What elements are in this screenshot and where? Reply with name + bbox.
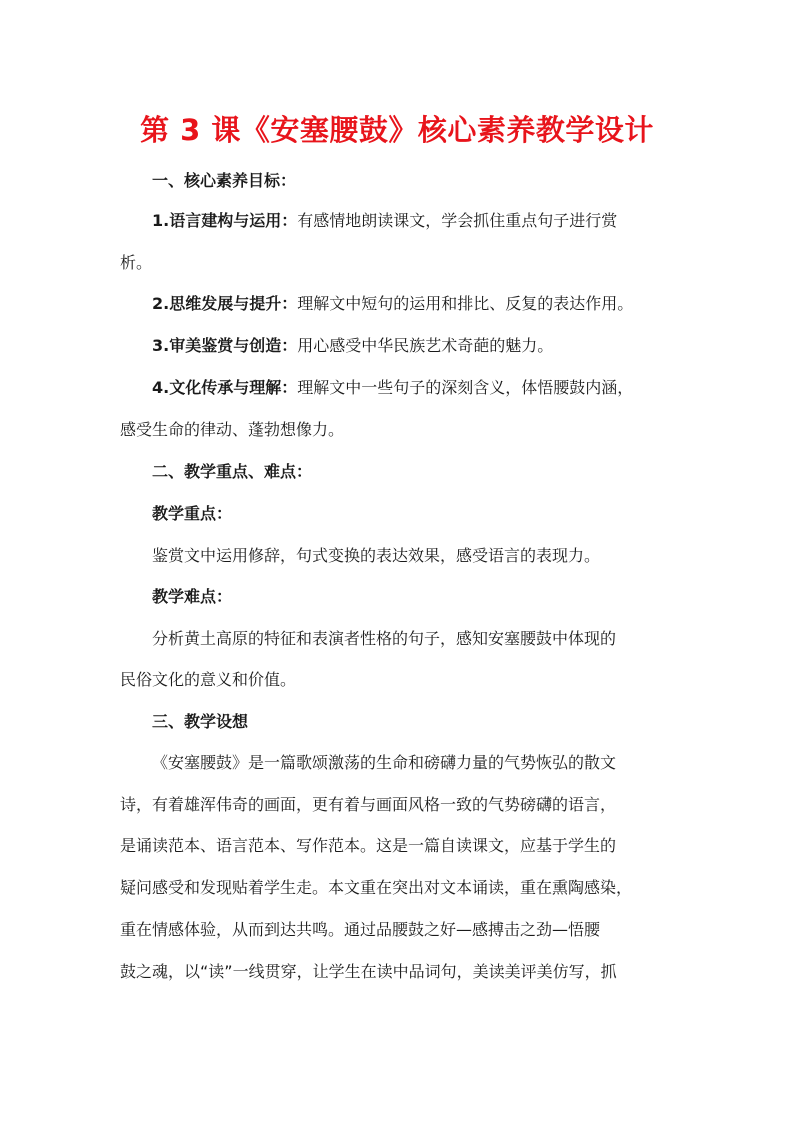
document-title: 第 3 课《安塞腰鼓》核心素养教学设计 bbox=[140, 113, 654, 147]
goal2-text: 理解文中短句的运用和排比、反复的表达作用。 bbox=[297, 294, 634, 313]
goal4-text: 理解文中一些句子的深刻含义，体悟腰鼓内涵， bbox=[297, 378, 634, 397]
key-point-text: 鉴赏文中运用修辞，句式变换的表达效果，感受语言的表现力。 bbox=[152, 546, 601, 565]
goal3-text: 用心感受中华民族艺术奇葩的魅力。 bbox=[297, 336, 554, 355]
goal1-label: 1.语言建构与运用： bbox=[152, 211, 298, 230]
goal2-line bbox=[152, 294, 712, 314]
difficulty-label: 教学难点： bbox=[152, 587, 233, 606]
section1-heading: 一、核心素养目标： bbox=[152, 171, 297, 190]
goal2-label: 2.思维发展与提升： bbox=[152, 294, 298, 313]
key-point-label: 教学重点： bbox=[152, 504, 233, 523]
goal1-line1 bbox=[152, 211, 712, 231]
goal1-text: 有感情地朗读课文，学会抓住重点句子进行赏 bbox=[297, 211, 618, 230]
difficulty-text-line1: 分析黄土高原的特征和表演者性格的句子，感知安塞腰鼓中体现的 bbox=[152, 629, 617, 648]
goal3-label: 3.审美鉴赏与创造： bbox=[152, 336, 298, 355]
idea-line5: 重在情感体验，从而到达共鸣。通过品腰鼓之好—感搏击之劲—悟腰 bbox=[120, 920, 601, 939]
idea-line1: 《安塞腰鼓》是一篇歌颂激荡的生命和磅礴力量的气势恢弘的散文 bbox=[152, 753, 617, 772]
goal4-label: 4.文化传承与理解： bbox=[152, 378, 298, 397]
goal4-line1 bbox=[152, 378, 712, 398]
goal1-line2: 析。 bbox=[120, 253, 153, 272]
idea-line2: 诗，有着雄浑伟奇的画面，更有着与画面风格一致的气势磅礴的语言， bbox=[120, 795, 617, 814]
section2-heading: 二、教学重点、难点： bbox=[152, 462, 313, 481]
goal3-line bbox=[152, 336, 712, 356]
goal4-line2: 感受生命的律动、蓬勃想像力。 bbox=[120, 420, 345, 439]
idea-line6: 鼓之魂，以“读”一线贯穿，让学生在读中品词句，美读美评美仿写，抓 bbox=[120, 962, 617, 981]
idea-line4: 疑问感受和发现贴着学生走。本文重在突出对文本诵读，重在熏陶感染， bbox=[120, 878, 633, 897]
idea-line3: 是诵读范本、语言范本、写作范本。这是一篇自读课文，应基于学生的 bbox=[120, 836, 617, 855]
difficulty-text-line2: 民俗文化的意义和价值。 bbox=[120, 670, 297, 689]
section3-heading: 三、教学设想 bbox=[152, 712, 249, 731]
